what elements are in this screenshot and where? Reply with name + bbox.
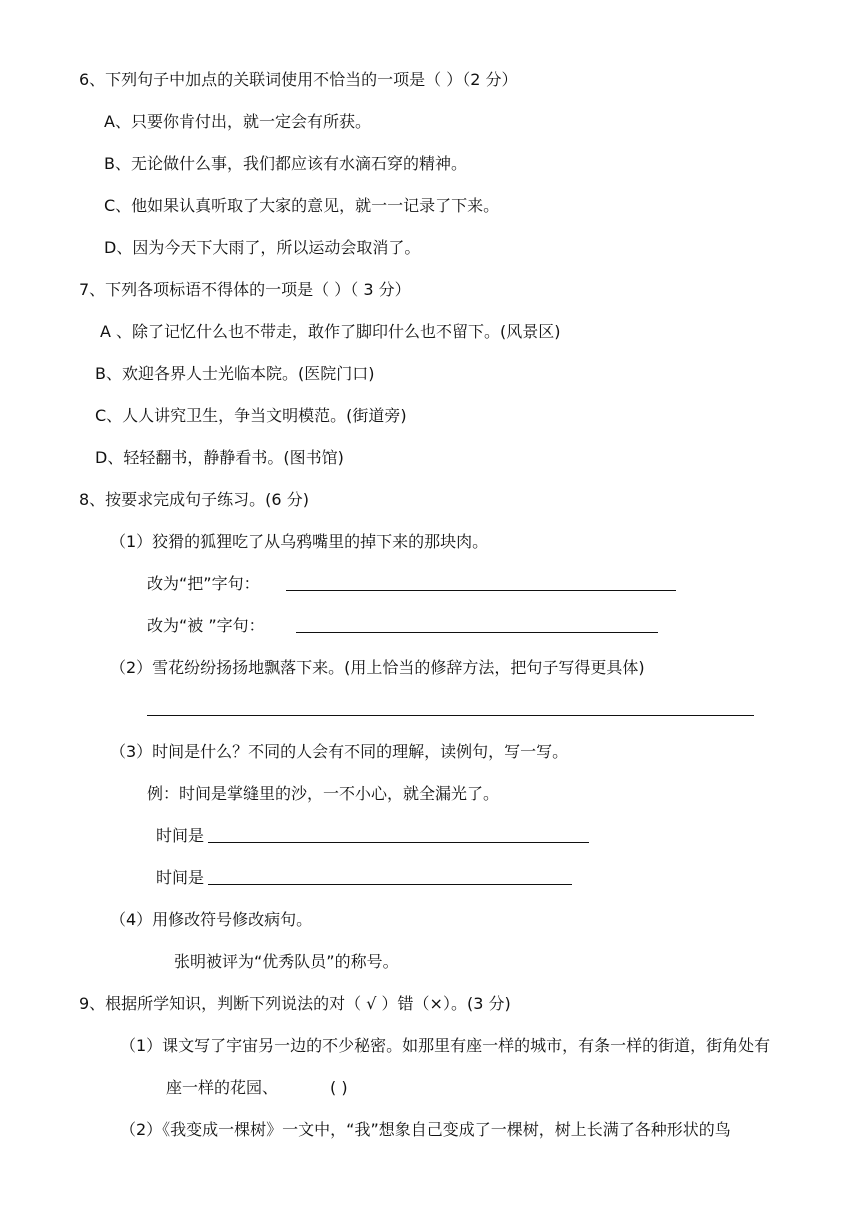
q8-bei-label: 改为“被 ”字句： <box>147 616 265 635</box>
q8-rhetoric-answer-blank[interactable] <box>147 715 754 716</box>
q6-title: 6、下列句子中加点的关联词使用不恰当的一项是（ ）（2 分） <box>79 70 518 89</box>
q6-option-a: A、只要你肯付出，就一定会有所获。 <box>104 112 371 131</box>
q6-option-c: C、他如果认真听取了大家的意见，就一一记录了下来。 <box>104 196 500 215</box>
q8-bei-answer-blank[interactable] <box>296 632 658 633</box>
q6-option-b: B、无论做什么事，我们都应该有水滴石穿的精神。 <box>104 154 467 173</box>
q8-example: 例：时间是掌缝里的沙，一不小心，就全漏光了。 <box>147 784 500 803</box>
q9-statement-1-answer-paren[interactable]: ( ) <box>330 1078 348 1097</box>
q7-option-b: B、欢迎各界人士光临本院。(医院门口) <box>95 364 375 383</box>
q9-title: 9、根据所学知识，判断下列说法的对（ √ ）错（×）。(3 分) <box>79 994 511 1013</box>
q9-statement-1-line-1: （1）课文写了宇宙另一边的不少秘密。如那里有座一样的城市，有条一样的街道，街角处有 <box>120 1036 771 1055</box>
q9-statement-2-line-1: （2）《我变成一棵树》一文中，“我”想象自己变成了一棵树，树上长满了各种形状的鸟 <box>120 1120 731 1139</box>
q8-time-answer-blank-1[interactable] <box>208 842 589 843</box>
q8-time-label-1: 时间是 <box>156 826 205 845</box>
q7-option-a: A 、除了记忆什么也不带走，敢作了脚印什么也不留下。(风景区) <box>100 322 561 341</box>
q8-sentence-1: （1）狡猾的狐狸吃了从乌鸦嘴里的掉下来的那块肉。 <box>110 532 489 551</box>
q9-statement-1-line-2: 座一样的花园、 <box>166 1078 279 1097</box>
q7-option-c: C、人人讲究卫生，争当文明模范。(街道旁) <box>95 406 407 425</box>
q8-sick-sentence: 张明被评为“优秀队员”的称号。 <box>174 952 399 971</box>
q8-title: 8、按要求完成句子练习。(6 分) <box>79 490 309 509</box>
q8-time-label-2: 时间是 <box>156 868 205 887</box>
q8-time-answer-blank-2[interactable] <box>208 884 572 885</box>
q8-sentence-3: （3）时间是什么？不同的人会有不同的理解，读例句，写一写。 <box>110 742 569 761</box>
q8-ba-label: 改为“把”字句： <box>147 574 260 593</box>
q8-sentence-4: （4）用修改符号修改病句。 <box>110 910 313 929</box>
q8-ba-answer-blank[interactable] <box>286 590 676 591</box>
q7-title: 7、下列各项标语不得体的一项是（ ）（ 3 分） <box>79 280 411 299</box>
q6-option-d: D、因为今天下大雨了，所以运动会取消了。 <box>104 238 421 257</box>
q7-option-d: D、轻轻翻书，静静看书。(图书馆) <box>95 448 344 467</box>
q8-sentence-2: （2）雪花纷纷扬扬地飘落下来。(用上恰当的修辞方法，把句子写得更具体) <box>110 658 645 677</box>
